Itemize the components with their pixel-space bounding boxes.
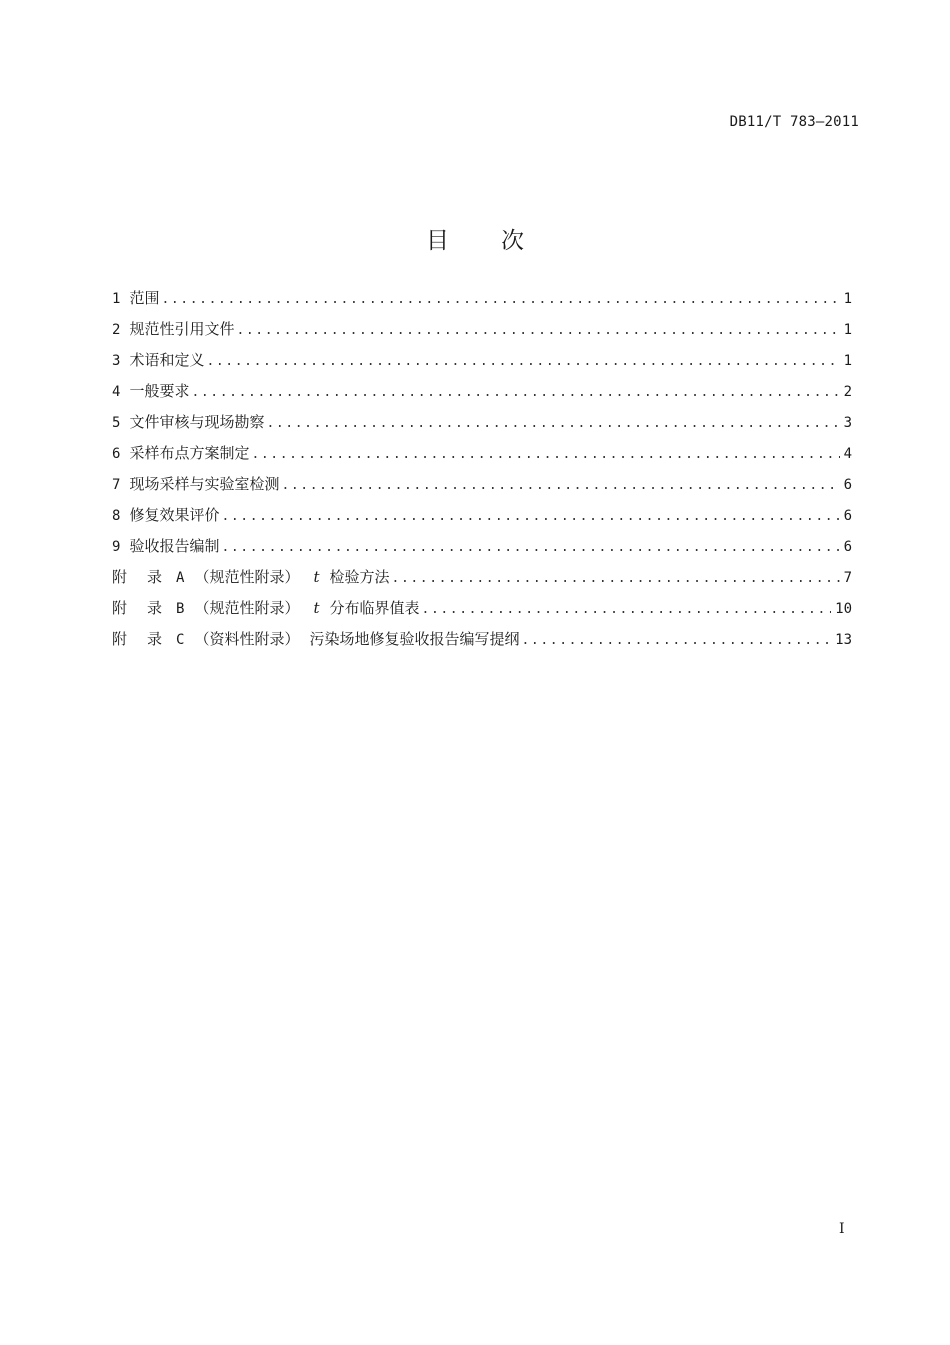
- appendix-letter: A: [176, 570, 185, 586]
- dot-leader: [266, 412, 839, 436]
- t-symbol: t: [313, 568, 320, 586]
- toc-entry-label: 文件审核与现场勘察: [129, 413, 265, 431]
- toc-entry-number: 1: [112, 291, 121, 307]
- appendix-word-lu: 录: [147, 568, 163, 586]
- toc-entry-label: 范围: [129, 289, 160, 307]
- appendix-letter: B: [176, 601, 185, 617]
- appendix-word-lu: 录: [147, 599, 163, 617]
- toc-entry-number: 9: [112, 539, 121, 555]
- toc-entry-label: 一般要求: [129, 382, 190, 400]
- toc-entry-page: 3: [843, 415, 852, 431]
- dot-leader: [206, 350, 839, 374]
- toc-entry-page: 6: [843, 508, 852, 524]
- appendix-title: 污染场地修复验收报告编写提纲: [309, 630, 520, 648]
- toc-entry-label: 验收报告编制: [129, 537, 220, 555]
- appendix-title: 检验方法: [329, 568, 390, 586]
- page-number: I: [839, 1221, 845, 1237]
- appendix-title: 分布临界值表: [329, 599, 420, 617]
- toc-entry-page: 7: [843, 570, 852, 586]
- toc-entry-label: 术语和定义: [129, 351, 205, 369]
- appendix-kind: （规范性附录）: [194, 599, 300, 617]
- dot-leader: [281, 474, 839, 498]
- dot-leader: [392, 567, 840, 591]
- toc-list: [112, 286, 852, 658]
- toc-entry-8[interactable]: [112, 503, 852, 534]
- toc-entry-label: [309, 565, 389, 589]
- toc-entry-4[interactable]: [112, 379, 852, 410]
- appendix-prefix: [112, 627, 309, 652]
- toc-entry-number: 5: [112, 415, 121, 431]
- toc-appendix-c[interactable]: [112, 627, 852, 658]
- toc-entry-page: 1: [843, 353, 852, 369]
- toc-title-part2: 次: [501, 228, 524, 255]
- toc-entry-number: 4: [112, 384, 121, 400]
- toc-entry-number: 8: [112, 508, 121, 524]
- toc-entry-1[interactable]: [112, 286, 852, 317]
- toc-entry-label: [309, 596, 419, 620]
- document-code: DB11/T 783—2011: [729, 114, 859, 130]
- toc-entry-6[interactable]: [112, 441, 852, 472]
- toc-appendix-b[interactable]: [112, 596, 852, 627]
- t-symbol: t: [313, 599, 320, 617]
- dot-leader: [221, 505, 839, 529]
- appendix-kind: （资料性附录）: [194, 630, 300, 648]
- toc-entry-number: 3: [112, 353, 121, 369]
- appendix-word-fu: 附: [112, 599, 128, 617]
- appendix-prefix: [112, 565, 309, 590]
- toc-entry-label: 现场采样与实验室检测: [129, 475, 280, 493]
- toc-entry-page: 1: [843, 291, 852, 307]
- toc-entry-page: 4: [843, 446, 852, 462]
- dot-leader: [251, 443, 839, 467]
- appendix-word-lu: 录: [147, 630, 163, 648]
- toc-entry-number: 6: [112, 446, 121, 462]
- toc-entry-number: 2: [112, 322, 121, 338]
- toc-entry-label: [309, 627, 519, 651]
- toc-entry-3[interactable]: [112, 348, 852, 379]
- toc-entry-page: 2: [843, 384, 852, 400]
- toc-entry-number: 7: [112, 477, 121, 493]
- dot-leader: [422, 598, 832, 622]
- toc-entry-page: 6: [843, 539, 852, 555]
- appendix-word-fu: 附: [112, 568, 128, 586]
- toc-title-part1: 目: [426, 228, 449, 255]
- toc-entry-9[interactable]: [112, 534, 852, 565]
- dot-leader: [236, 319, 839, 343]
- appendix-prefix: [112, 596, 309, 621]
- toc-title: [0, 222, 950, 255]
- toc-entry-2[interactable]: [112, 317, 852, 348]
- appendix-word-fu: 附: [112, 630, 128, 648]
- toc-entry-page: 6: [843, 477, 852, 493]
- toc-entry-5[interactable]: [112, 410, 852, 441]
- toc-entry-page: 10: [835, 601, 852, 617]
- toc-entry-7[interactable]: [112, 472, 852, 503]
- dot-leader: [221, 536, 839, 560]
- toc-entry-label: 规范性引用文件: [129, 320, 235, 338]
- appendix-letter: C: [176, 632, 185, 648]
- dot-leader: [161, 288, 839, 312]
- dot-leader: [522, 629, 832, 653]
- toc-entry-page: 1: [843, 322, 852, 338]
- toc-entry-label: 修复效果评价: [129, 506, 220, 524]
- toc-entry-label: 采样布点方案制定: [129, 444, 250, 462]
- toc-appendix-a[interactable]: [112, 565, 852, 596]
- appendix-kind: （规范性附录）: [194, 568, 300, 586]
- dot-leader: [191, 381, 839, 405]
- toc-entry-page: 13: [835, 632, 852, 648]
